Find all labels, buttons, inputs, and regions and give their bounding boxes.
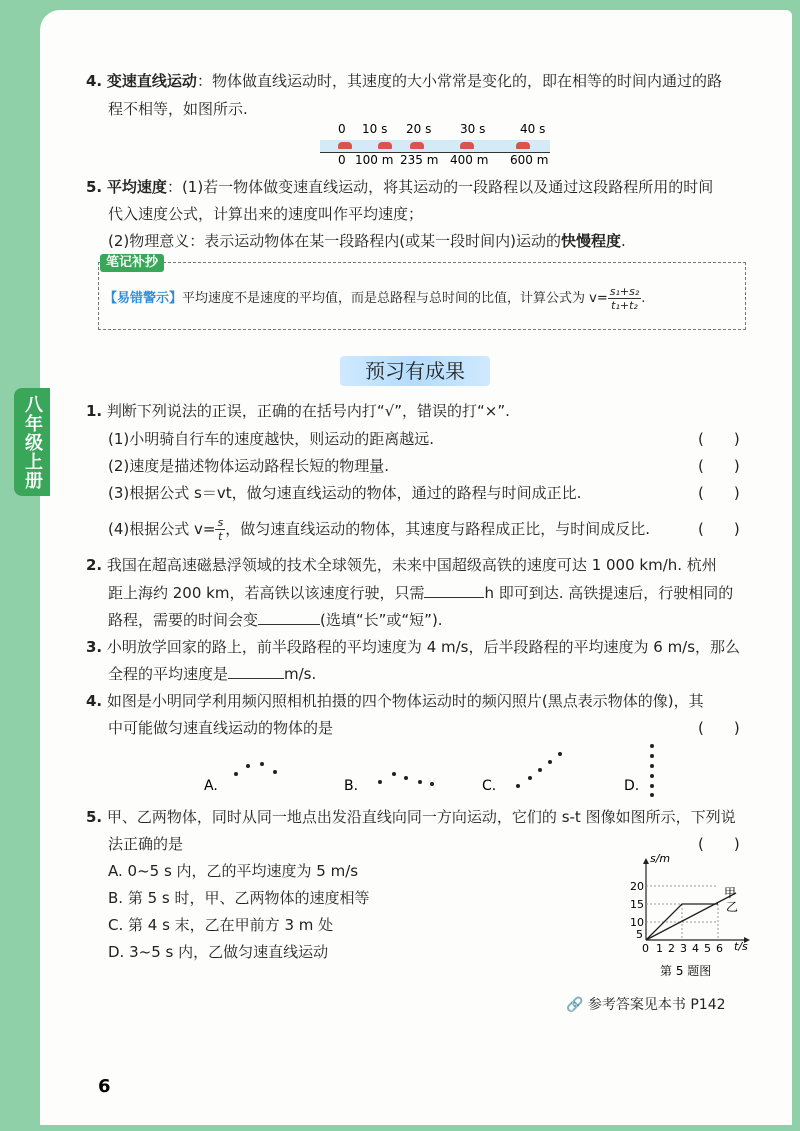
strobe-dot [378, 780, 382, 784]
strobe-photos [200, 742, 670, 798]
note-end: . [641, 291, 646, 306]
exercise-4-text: 如图是小明同学利用频闪照相机拍摄的四个物体运动时的频闪照片(黑点表示物体的像)，其 [106, 692, 704, 710]
item-5-line3 [108, 228, 626, 254]
road-distance-label: 600 m [510, 153, 549, 167]
strobe-dot [650, 754, 654, 758]
strobe-dot [558, 752, 562, 756]
avg-speed-fraction [608, 285, 642, 312]
y-tick: 5 [636, 928, 643, 941]
exercise-2-line3 [108, 607, 443, 633]
exercise-2-text-a: 距上海约 200 km，若高铁以该速度行驶，只需 [108, 584, 425, 602]
option-label[interactable]: B. [344, 778, 359, 794]
strobe-dot [246, 764, 250, 768]
road-time-label: 30 s [460, 122, 486, 136]
answer-reference [566, 994, 726, 1014]
strobe-dot [650, 793, 654, 797]
answer-paren[interactable]: ( ) [698, 520, 740, 538]
item-4-text: ：物体做直线运动时，其速度的大小常常是变化的，即在相等的时间内通过的路 [196, 72, 722, 90]
x-axis-label: t/s [734, 940, 748, 953]
answer-paren[interactable]: ( ) [698, 719, 740, 737]
exercise-2-text: 我国在超高速磁悬浮领域的技术全球领先，未来中国超级高铁的速度可达 1 000 km/h. 杭州 [106, 556, 717, 574]
x-tick: 5 [704, 942, 711, 955]
exercise-5-line1 [86, 804, 736, 830]
exercise-4-line1 [86, 688, 704, 714]
strobe-dot [650, 774, 654, 778]
road-distance-label: 100 m [355, 153, 394, 167]
link-icon: 🔗 [566, 997, 584, 1013]
series-jia [646, 893, 739, 940]
speed-fraction [215, 516, 225, 543]
strobe-dot [516, 784, 520, 788]
exercise-1-item: (2)速度是描述物体运动路程长短的物理量. [108, 457, 390, 475]
exercise-4-line2: 中可能做匀速直线运动的物体的是 [108, 719, 334, 737]
option-label[interactable]: A. [204, 778, 218, 794]
car-icon [378, 142, 392, 149]
series-label-jia: 甲 [724, 886, 737, 900]
car-icon [516, 142, 530, 149]
exercise-3-text-b: m/s. [284, 665, 317, 683]
strobe-dot [548, 760, 552, 764]
road-time-label: 0 [338, 122, 346, 136]
option-a[interactable]: A. 0~5 s 内，乙的平均速度为 5 m/s [108, 862, 359, 880]
car-icon [338, 142, 352, 149]
option-c[interactable]: C. 第 4 s 末，乙在甲前方 3 m 处 [108, 916, 334, 934]
exercise-3-text: 小明放学回家的路上，前半段路程的平均速度为 4 m/s，后半段路程的平均速度为 6 m/s，那么 [106, 638, 741, 656]
answer-paren[interactable]: ( ) [698, 430, 740, 448]
answer-blank[interactable] [258, 608, 320, 625]
item-4-term: 变速直线运动 [106, 72, 197, 90]
exercise-5-number: 5. [86, 808, 103, 826]
y-axis-label: s/m [650, 852, 671, 865]
exercise-2-text-c: 路程，需要的时间会变 [108, 611, 259, 629]
item-4-number: 4. [86, 72, 103, 90]
section-title: 预习有成果 [340, 356, 490, 386]
x-tick: 6 [716, 942, 723, 955]
exercise-1-item: (1)小明骑自行车的速度越快，则运动的距离越远. [108, 430, 435, 448]
note-body: 平均速度不是速度的平均值，而是总路程与总时间的比值，计算公式为 v= [182, 291, 608, 306]
road-time-label: 40 s [520, 122, 546, 136]
series-label-yi: 乙 [726, 900, 739, 914]
option-b[interactable]: B. 第 5 s 时，甲、乙两物体的速度相等 [108, 889, 370, 907]
exercise-3-text-a: 全程的平均速度是 [108, 665, 229, 683]
item-4-line1 [86, 68, 722, 94]
exercise-2-number: 2. [86, 556, 103, 574]
road-distance-label: 0 [338, 153, 346, 167]
item-5-term: 平均速度 [106, 178, 167, 196]
answer-reference-text: 参考答案见本书 P142 [587, 997, 726, 1013]
strobe-dot [650, 764, 654, 768]
item-4-prefix: (4)根据公式 v= [108, 520, 216, 538]
exercise-2-line2 [108, 580, 733, 606]
fraction-denominator: t [218, 530, 223, 543]
note-tag: 【易错警示】 [104, 291, 183, 306]
exercise-2-text-d: (选填“长”或“短”). [320, 611, 443, 629]
strobe-dot [528, 776, 532, 780]
y-axis-arrow [643, 858, 649, 864]
exercise-5-text: 甲、乙两物体，同时从同一地点出发沿直线向同一方向运动，它们的 s-t 图像如图所示，下列说 [106, 808, 736, 826]
item-5-line2: 代入速度公式，计算出来的速度叫作平均速度； [108, 205, 424, 223]
grade-side-tab: 八年级上册 [14, 388, 50, 496]
exercise-3-line1 [86, 634, 740, 660]
exercise-1-stem [86, 398, 510, 424]
strobe-dot [430, 782, 434, 786]
x-tick: 2 [668, 942, 675, 955]
item-5-emphasis: 快慢程度 [560, 232, 621, 250]
x-tick: 0 [642, 942, 649, 955]
item-5-number: 5. [86, 178, 103, 196]
fraction-numerator: s₁+s₂ [609, 285, 640, 298]
strobe-dot [404, 776, 408, 780]
road-figure [320, 120, 570, 170]
exercise-2-line1 [86, 552, 717, 578]
road-time-label: 10 s [362, 122, 388, 136]
strobe-dot [538, 768, 542, 772]
note-label: 笔记补抄 [100, 254, 164, 272]
fraction-numerator: s [217, 516, 224, 529]
page-number: 6 [98, 1076, 111, 1097]
strobe-dot [273, 770, 277, 774]
exercise-2-text-b: h 即可到达. 高铁提速后，行驶相同的 [484, 584, 734, 602]
y-tick: 15 [630, 898, 644, 911]
answer-blank[interactable] [228, 662, 284, 679]
fraction-denominator: t₁+t₂ [611, 299, 638, 312]
x-tick: 1 [656, 942, 663, 955]
answer-paren[interactable]: ( ) [698, 457, 740, 475]
exercise-1-number: 1. [86, 402, 103, 420]
y-tick: 20 [630, 880, 644, 893]
option-label[interactable]: D. [624, 778, 640, 794]
car-icon [410, 142, 424, 149]
road-distance-label: 400 m [450, 153, 489, 167]
item-4-suffix: ，做匀速直线运动的物体，其速度与路程成正比，与时间成反比. [225, 520, 650, 538]
graph-caption: 第 5 题图 [660, 964, 712, 978]
note-text [104, 284, 645, 314]
road-distance-label: 235 m [400, 153, 439, 167]
item-5-line1 [86, 174, 713, 200]
strobe-dot [392, 772, 396, 776]
strobe-dot [650, 744, 654, 748]
answer-blank[interactable] [424, 581, 484, 598]
item-5-period: . [620, 232, 626, 250]
exercise-4-number: 4. [86, 692, 103, 710]
option-label[interactable]: C. [482, 778, 497, 794]
x-tick: 4 [692, 942, 699, 955]
strobe-dot [234, 772, 238, 776]
item-4-line2: 程不相等，如图所示. [108, 100, 248, 118]
item-5-meaning: (2)物理意义：表示运动物体在某一段路程内(或某一段时间内)运动的 [108, 232, 561, 250]
exercise-3-number: 3. [86, 638, 103, 656]
option-d[interactable]: D. 3~5 s 内，乙做匀速直线运动 [108, 943, 329, 961]
exercise-1-item-4 [108, 514, 650, 544]
strobe-dot [260, 762, 264, 766]
answer-paren[interactable]: ( ) [698, 484, 740, 502]
item-5-text: ：(1)若一物体做变速直线运动，将其运动的一段路程以及通过这段路程所用的时间 [166, 178, 714, 196]
strobe-dot [650, 784, 654, 788]
y-tick: 10 [630, 916, 644, 929]
strobe-dot [418, 780, 422, 784]
exercise-3-line2 [108, 661, 316, 687]
exercise-5-line2: 法正确的是 [108, 835, 184, 853]
exercise-1-text: 判断下列说法的正误，正确的在括号内打“√”，错误的打“×”. [106, 402, 510, 420]
answer-paren[interactable]: ( ) [698, 835, 740, 853]
x-tick: 3 [680, 942, 687, 955]
exercise-1-item: (3)根据公式 s＝vt，做匀速直线运动的物体，通过的路程与时间成正比. [108, 484, 582, 502]
car-icon [460, 142, 474, 149]
road-time-label: 20 s [406, 122, 432, 136]
